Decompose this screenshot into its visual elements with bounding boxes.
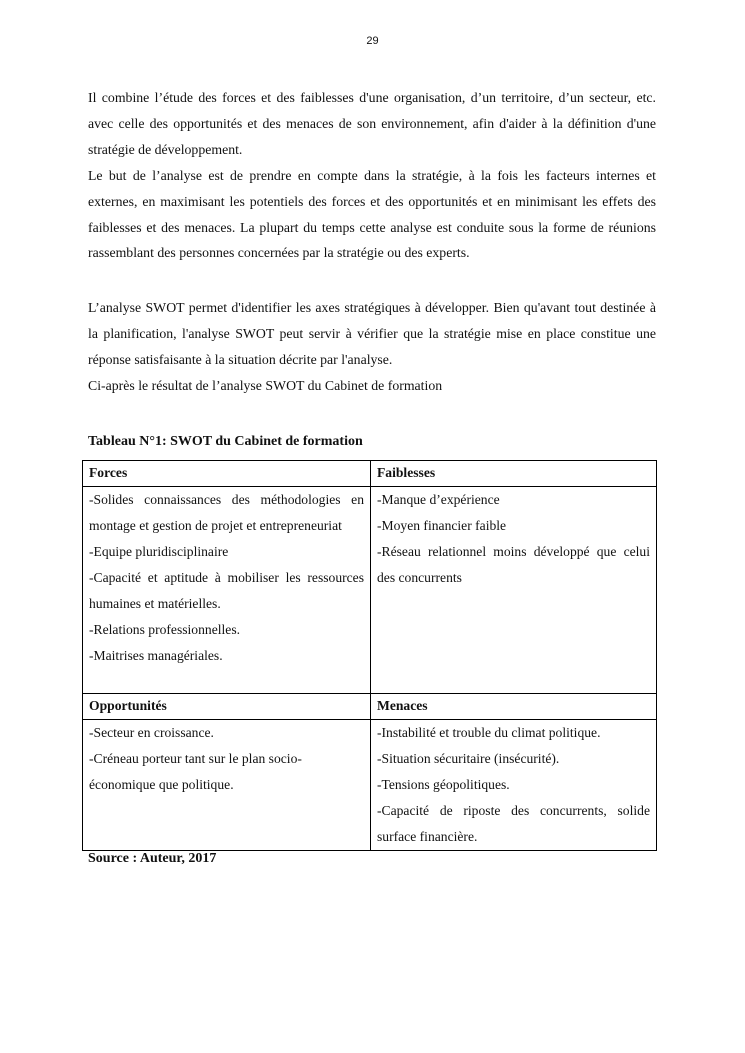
table-row xyxy=(83,720,657,851)
faiblesses-item: -Moyen financier faible xyxy=(377,518,507,533)
table-row xyxy=(83,694,657,720)
menaces-item: -Capacité de riposte des concurrents, solide surface financière. xyxy=(377,803,650,844)
paragraph: Il combine l’étude des forces et des faiblesses d'une organisation, d’un territoire, d’un secteur, etc. avec celle des opportunités et des menaces de son environnement, afin d'aider à la définition d'une stratégie de développement. xyxy=(88,90,656,157)
forces-item: -Equipe pluridisciplinaire xyxy=(89,544,229,559)
paragraph: L’analyse SWOT permet d'identifier les axes stratégiques à développer. Bien qu'avant tout destinée à la planification, l'analyse SWOT peut servir à vérifier que la stratégie mise en place constitue une réponse satisfaisante à la situation décrite par l'analyse. xyxy=(88,300,656,367)
faiblesses-item: -Manque d’expérience xyxy=(377,492,500,507)
opportunites-item: -Secteur en croissance. xyxy=(89,725,214,740)
swot-table xyxy=(82,460,657,851)
faiblesses-header: Faiblesses xyxy=(371,461,657,487)
opportunites-header: Opportunités xyxy=(83,694,371,720)
swot-text xyxy=(88,295,656,399)
faiblesses-item: -Réseau relationnel moins développé que celui des concurrents xyxy=(377,544,650,585)
table-source: Source : Auteur, 2017 xyxy=(88,851,217,866)
forces-cell xyxy=(83,487,371,694)
page-number: 29 xyxy=(366,35,379,47)
menaces-header: Menaces xyxy=(371,694,657,720)
forces-item: -Relations professionnelles. xyxy=(89,622,241,637)
opportunites-item: -Créneau porteur tant sur le plan socio-économique que politique. xyxy=(89,751,302,792)
intro-text xyxy=(88,85,656,266)
paragraph: Le but de l’analyse est de prendre en compte dans la stratégie, à la fois les facteurs internes et externes, en maximisant les potentiels des forces et des opportunités et en minimisant les effets des faiblesses et des menaces. La plupart du temps cette analyse est conduite sous la forme de réunions rassemblant des personnes concernées par la stratégie ou des experts. xyxy=(88,167,656,261)
forces-item: -Maitrises managériales. xyxy=(89,648,223,663)
table-row xyxy=(83,461,657,487)
table-caption: Tableau N°1: SWOT du Cabinet de formation xyxy=(88,434,363,449)
table-row xyxy=(83,487,657,694)
paragraph: Ci-après le résultat de l’analyse SWOT du Cabinet de formation xyxy=(88,377,443,393)
forces-header: Forces xyxy=(83,461,371,487)
menaces-item: -Instabilité et trouble du climat politique. xyxy=(377,725,601,740)
forces-item: -Solides connaissances des méthodologies en montage et gestion de projet et entrepreneuriat xyxy=(89,492,364,533)
menaces-cell xyxy=(371,720,657,851)
opportunites-cell xyxy=(83,720,371,851)
forces-item: -Capacité et aptitude à mobiliser les ressources humaines et matérielles. xyxy=(89,570,364,611)
faiblesses-cell xyxy=(371,487,657,694)
menaces-item: -Tensions géopolitiques. xyxy=(377,777,510,792)
menaces-item: -Situation sécuritaire (insécurité). xyxy=(377,751,560,766)
